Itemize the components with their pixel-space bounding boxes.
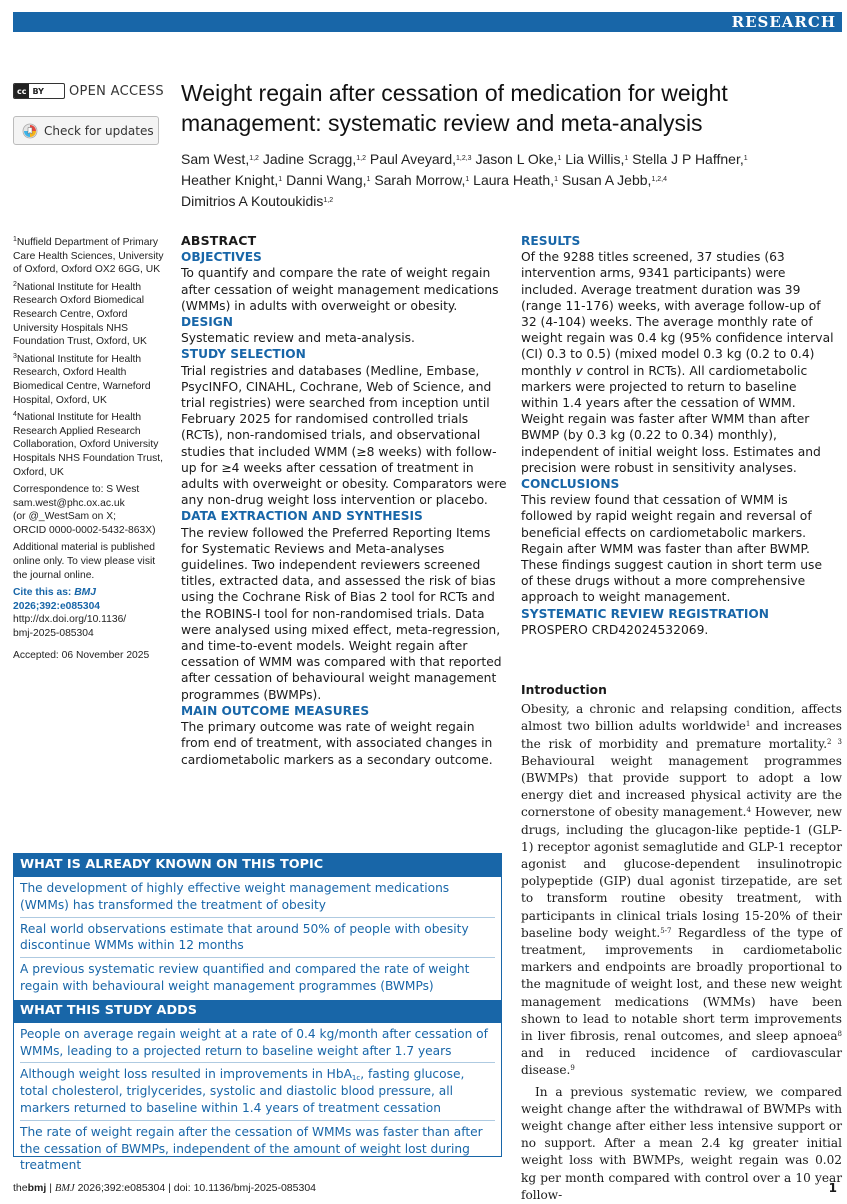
- author: Stella J P Haffner,$^1$: [632, 151, 748, 167]
- doi-link[interactable]: http://dx.doi.org/10.1136/: [13, 614, 127, 626]
- data-extraction-text: The review followed the Preferred Reporting Items for Systematic Reviews and Meta-analyses guidelines. Two independent reviewers screened titles, extracted data, and assessed the risk of bias using the Cochrane Risk of Bias 2 tool for RCTs and the ROBINS-I tool for non-randomised trials. Data were analysed using mixed effect, meta-regression, and time-to-event models. Weight regain after cessation of WMM was compared with that reported after cessation of behavioural weight management programmes (BWMPs).: [181, 525, 502, 702]
- data-extraction-heading: DATA EXTRACTION AND SYNTHESIS: [181, 509, 423, 524]
- divider: [20, 917, 495, 918]
- registration-text: PROSPERO CRD42024532069.: [521, 622, 709, 637]
- divider: [20, 957, 495, 958]
- author-list: [181, 149, 821, 212]
- introduction-paragraph: In a previous systematic review, we compared weight change after the withdrawal of BWMPs with weight change after either less intensive support or no support. After a mean 2.4 kg greater initial weight loss with BWMPs, weight regain was 0.02 kg per month compared with control over a 10 year follow-: [521, 1084, 842, 1202]
- author: Paul Aveyard,$^{1,2,3}$: [369, 151, 472, 167]
- author: Jadine Scragg,$^{1,2}$: [262, 151, 366, 167]
- author: Heather Knight,$^1$: [181, 172, 283, 188]
- section-label: RESEARCH: [731, 13, 836, 31]
- open-access-label: OPEN ACCESS: [69, 83, 164, 99]
- section-bar: [13, 12, 842, 32]
- crossmark-icon: [22, 123, 38, 139]
- check-for-updates-label: Check for updates: [44, 123, 154, 138]
- registration-heading: SYSTEMATIC REVIEW REGISTRATION: [521, 606, 769, 621]
- design-text: Systematic review and meta-analysis.: [181, 331, 415, 346]
- abstract-column-left: [181, 233, 507, 768]
- affiliation: $^3$National Institute for Health Research, Oxford Health Biomedical Centre, Warneford Hospital, Oxford, UK: [13, 352, 151, 406]
- study-selection-text: Trial registries and databases (Medline, Embase, PsycINFO, CINAHL, Cochrane, Web of Science, and trial registries) were searched from inception until February 2025 for randomised controlled trials (RCTs), non-randomised trials, and observational studies that included WMM (≥8 weeks) with follow-up for ≥4 weeks after cessation of treatment in adults with overweight or obesity. Comparators were any non-drug weight loss intervention or placebo.: [181, 363, 507, 508]
- creative-commons-icon: [13, 83, 65, 99]
- divider: [20, 1062, 495, 1063]
- abstract-heading: ABSTRACT: [181, 233, 257, 248]
- main-outcomes-heading: MAIN OUTCOME MEASURES: [181, 703, 370, 718]
- author: Sam West,$^{1,2}$: [181, 151, 259, 167]
- correspondence: Correspondence to: S West sam.west@phc.ox.ac.uk (or @_WestSam on X; ORCID 0000-0002-5432-863X): [13, 484, 156, 536]
- citation: Cite this as: BMJ 2026;392:e085304 http://dx.doi.org/10.1136/ bmj-2025-085304: [13, 587, 127, 640]
- page-number: 1: [828, 1181, 837, 1195]
- introduction-section: [521, 682, 842, 1204]
- adds-item: Although weight loss resulted in improvements in HbA$_{1c}$, fasting glucose, total cholesterol, triglycerides, systolic and diastolic blood pressure, all markers returned to baseline within 1.4 years of treatment cessation: [20, 1067, 465, 1115]
- conclusions-text: This review found that cessation of WMM is followed by rapid weight regain and reversal of beneficial effects on cardiometabolic markers. Regain after WMM was faster than after BWMP. These findings suggest caution in short term use of these drugs without a more comprehensive approach to weight management.: [521, 493, 823, 605]
- open-access-badge[interactable]: [13, 82, 164, 100]
- known-item: The development of highly effective weight management medications (WMMs) has transformed the treatment of obesity: [20, 881, 450, 912]
- cc-mark: cc: [14, 84, 29, 98]
- summary-box: [13, 853, 502, 1173]
- adds-item: The rate of weight regain after the cessation of WMMs was faster than after the cessation of BWMPs, independent of the amount of weight lost during treatment: [20, 1124, 483, 1173]
- introduction-paragraph: Obesity, a chronic and relapsing condition, affects almost two billion adults worldwide$^1$ and increases the risk of morbidity and premature mortality.$^{2 3}$ Behavioural weight management programmes (BWMPs) that provide support to adopt a low energy diet and increased physical activity are the cornerstone of obesity management.$^4$ However, new drugs, including the glucagon-like peptide-1 (GLP-1) receptor agonist semaglutide and GLP-1 receptor agonist and glucose-dependent insulinotropic polypeptide (GIP) dual agonist tirzepatide, are set to transform routine obesity treatment, with participants in clinical trials losing 15-20% of their baseline body weight.$^{5-7}$ Regardless of the type of treatment, improvements in cardiometabolic markers and endpoints are broadly proportional to the magnitude of weight lost, and these new weight management medications (WMMs) have been shown to lead to notable short term improvements in liver fibrosis, renal outcomes, and sleep apnoea$^8$ and in reduced incidence of cardiovascular disease.$^9$: [521, 702, 842, 1078]
- known-item: Real world observations estimate that around 50% of people with obesity discontinue WMMs within 12 months: [20, 921, 469, 953]
- main-outcomes-text: The primary outcome was rate of weight regain from end of treatment, with associated changes in cardiometabolic markers as a secondary outcome.: [181, 720, 493, 767]
- author: Sarah Morrow,$^1$: [374, 172, 470, 188]
- author: Lia Willis,$^1$: [565, 151, 629, 167]
- conclusions-heading: CONCLUSIONS: [521, 477, 620, 492]
- adds-heading: WHAT THIS STUDY ADDS: [14, 1000, 501, 1023]
- known-item: A previous systematic review quantified and compared the rate of weight regain with behavioural weight management programmes (BWMPs): [20, 962, 470, 993]
- additional-material-note: Additional material is published online only. To view please visit the journal online.: [13, 542, 156, 581]
- affiliation: $^4$National Institute for Health Research Applied Research Collaboration, Oxford University Hospitals NHS Foundation Trust, Oxford, UK: [13, 411, 163, 478]
- affiliations-column: [13, 236, 165, 666]
- design-heading: DESIGN: [181, 315, 233, 330]
- by-mark: BY: [32, 86, 44, 96]
- objectives-heading: OBJECTIVES: [181, 250, 262, 265]
- results-heading: RESULTS: [521, 234, 581, 248]
- author: Dimitrios A Koutoukidis$^{1,2}$: [181, 193, 334, 209]
- correspondence-email[interactable]: sam.west@phc.ox.ac.uk: [13, 497, 125, 509]
- introduction-heading: Introduction: [521, 683, 607, 697]
- affiliation: $^1$Nuffield Department of Primary Care Health Sciences, University of Oxford, Oxford OX2 6GG, UK: [13, 236, 164, 276]
- objectives-text: To quantify and compare the rate of weight regain after cessation of weight management medications (WMMs) in adults with overweight or obesity.: [181, 266, 499, 313]
- abstract-column-right: [521, 233, 837, 638]
- article-title: Weight regain after cessation of medication for weight management: systematic review and meta-analysis: [181, 80, 728, 136]
- author: Danni Wang,$^1$: [286, 172, 371, 188]
- author: Susan A Jebb,$^{1,2,4}$: [561, 172, 668, 188]
- adds-item: People on average regain weight at a rate of 0.4 kg/month after cessation of WMMs, leading to a projected return to baseline weight after 1.7 years: [20, 1026, 488, 1058]
- check-for-updates-button[interactable]: [13, 116, 159, 145]
- author: Jason L Oke,$^1$: [475, 151, 562, 167]
- accepted-date: Accepted: 06 November 2025: [13, 649, 150, 661]
- divider: [20, 1120, 495, 1121]
- known-heading: WHAT IS ALREADY KNOWN ON THIS TOPIC: [14, 854, 501, 877]
- results-text: Of the 9288 titles screened, 37 studies (63 intervention arms, 9341 participants) were included. Average treatment duration was 39 (range 11-176) weeks, with average follow-up of 32 (4-104) weeks. The average monthly rate of weight regain was 0.4 kg (95% confidence interval (CI) 0.3 to 0.5) (mixed model 0.3 kg (0.2 to 0.4) monthly v control in RCTs). All cardiometabolic markers were projected to return to baseline within 1.4 years after the cessation of WMM. Weight regain was faster after WMM than after BWMP (by 0.3 kg (0.22 to 0.34) monthly), independent of initial weight loss. Estimates and precision were robust in sensitivity analyses.: [521, 250, 834, 475]
- journal-logo: bmj: [27, 1182, 47, 1194]
- author: Laura Heath,$^1$: [473, 172, 559, 188]
- page-footer: thebmj | BMJ 2026;392:e085304 | doi: 10.1136/bmj-2025-085304: [13, 1182, 316, 1194]
- study-selection-heading: STUDY SELECTION: [181, 347, 306, 362]
- affiliation: $^2$National Institute for Health Research Oxford Biomedical Research Centre, Oxford University Hospitals NHS Foundation Trust, Oxford, UK: [13, 280, 147, 348]
